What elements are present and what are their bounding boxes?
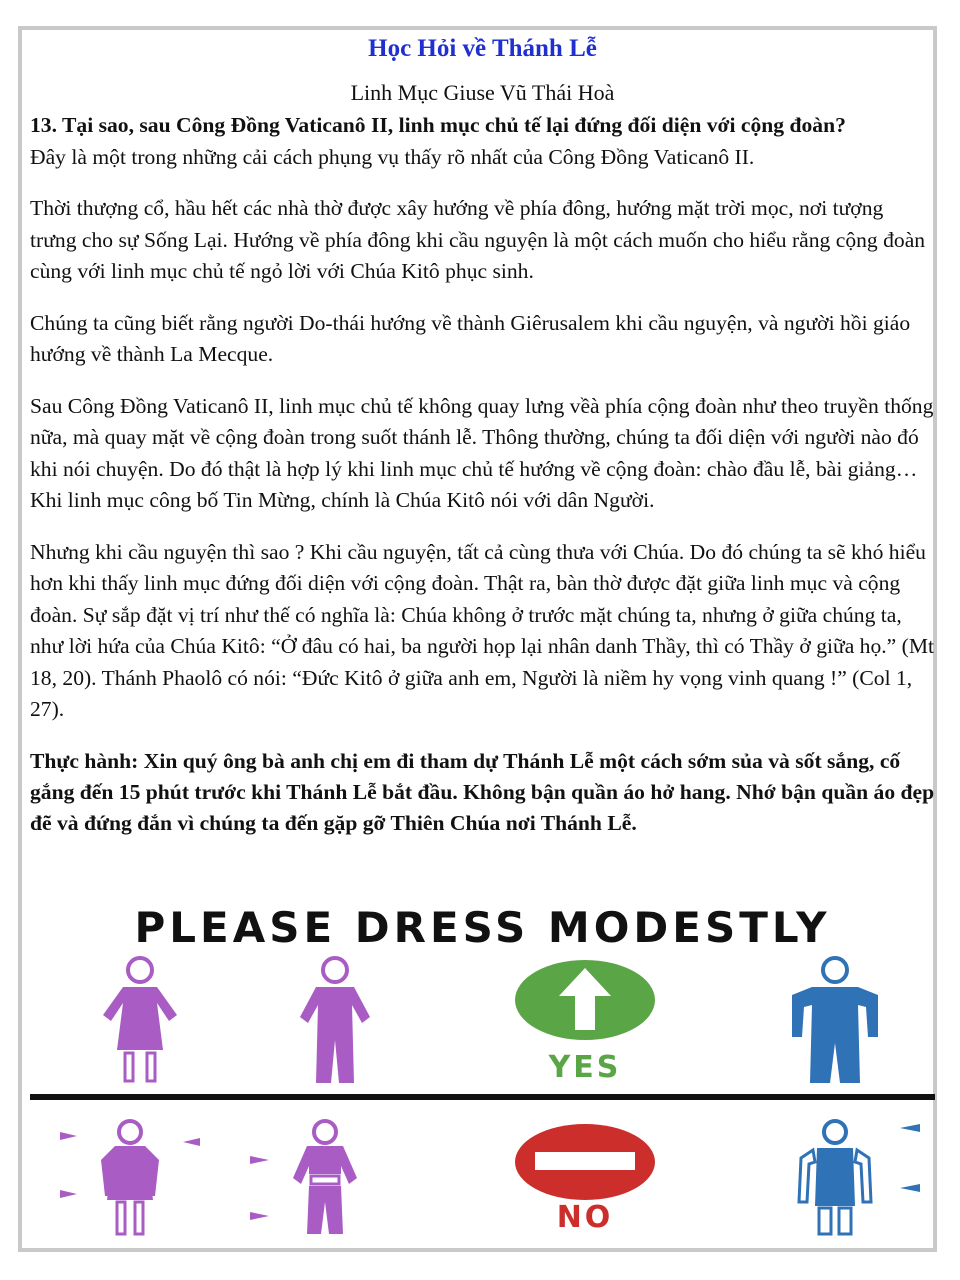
question-heading: 13. Tại sao, sau Công Đồng Vaticanô II, linh mục chủ tế lại đứng đối diện với cộng đoàn? <box>30 113 846 137</box>
poster-title: PLEASE DRESS MODESTLY <box>134 903 831 952</box>
paragraph-5: Nhưng khi cầu nguyện thì sao ? Khi cầu nguyện, tất cả cùng thưa với Chúa. Do đó chúng ta sẽ khó hiểu hơn khi thấy linh mục đứng đối diện với cộng đoàn. Thật ra, bàn thờ được đặt giữa linh mục và cộng đoàn. Sự sắp đặt vị trí như thế có nghĩa là: Chúa không ở trước mặt chúng ta, nhưng ở giữa chúng ta, như lời hứa của Chúa Kitô: “Ở đâu có hai, ba người họp lại nhân danh Thầy, thì có Thầy ở giữa họ.” (Mt 18, 20). Thánh Phaolô có nói: “Đức Kitô ở giữa anh em, Người là niềm hy vọng vinh quang !” (Col 1, 27). <box>30 539 935 721</box>
paragraph-4: Sau Công Đồng Vaticanô II, linh mục chủ tế không quay lưng vềà phía cộng đoàn như theo truyền thống nữa, mà quay mặt về cộng đoàn trong suốt thánh lễ. Thông thường, chúng ta đối diện với người nào đó khi nói chuyện. Do đó thật là hợp lý khi linh mục chủ tế hướng về cộng đoàn: chào đầu lễ, bài giảng… Khi linh mục công bố Tin Mừng, chính là Chúa Kitô nói với dân Người. <box>30 393 934 512</box>
yes-arrow-icon <box>515 960 655 1055</box>
page-title: Học Hỏi về Thánh Lễ <box>368 35 597 62</box>
man-modest-clothing-icon <box>780 955 890 1085</box>
paragraph-3: Chúng ta cũng biết rằng người Do-thái hướng về thành Giêrusalem khi cầu nguyện, và người hồi giáo hướng về thành La Mecque. <box>30 310 911 366</box>
woman-modest-dress-icon <box>85 955 195 1085</box>
woman-crop-top-icon <box>245 1118 395 1238</box>
no-label: NO <box>556 1200 614 1235</box>
yes-label: YES <box>548 1050 622 1085</box>
woman-modest-pants-icon <box>280 955 390 1085</box>
practice-note: Thực hành: Xin quý ông bà anh chị em đi tham dự Thánh Lễ một cách sớm sủa và sốt sắng, cố gắng đến 15 phút trước khi Thánh Lễ bắt đầu. Không bận quần áo hở hang. Nhớ bận quần áo đẹp đẽ và đứng đắn vì chúng ta đến gặp gỡ Thiên Chúa nơi Thánh Lễ. <box>30 748 935 835</box>
article <box>30 30 935 839</box>
dress-code-poster <box>30 900 935 1240</box>
author: Linh Mục Giuse Vũ Thái Hoà <box>350 80 615 105</box>
paragraph-1: Đây là một trong những cải cách phụng vụ thấy rõ nhất của Công Đồng Vaticanô II. <box>30 144 755 169</box>
woman-short-dress-icon <box>55 1118 205 1238</box>
paragraph-2: Thời thượng cổ, hầu hết các nhà thờ được xây hướng về phía đông, hướng mặt trời mọc, nơi tượng trưng cho sự Sống Lại. Hướng về phía đông khi cầu nguyện là một cách muốn cho hiểu rằng cộng đoàn cùng với linh mục chủ tế ngỏ lời với Chúa Kitô phục sinh. <box>30 196 926 283</box>
man-tank-top-shorts-icon <box>775 1118 925 1238</box>
poster-divider <box>30 1094 935 1100</box>
no-entry-icon <box>515 1122 655 1202</box>
